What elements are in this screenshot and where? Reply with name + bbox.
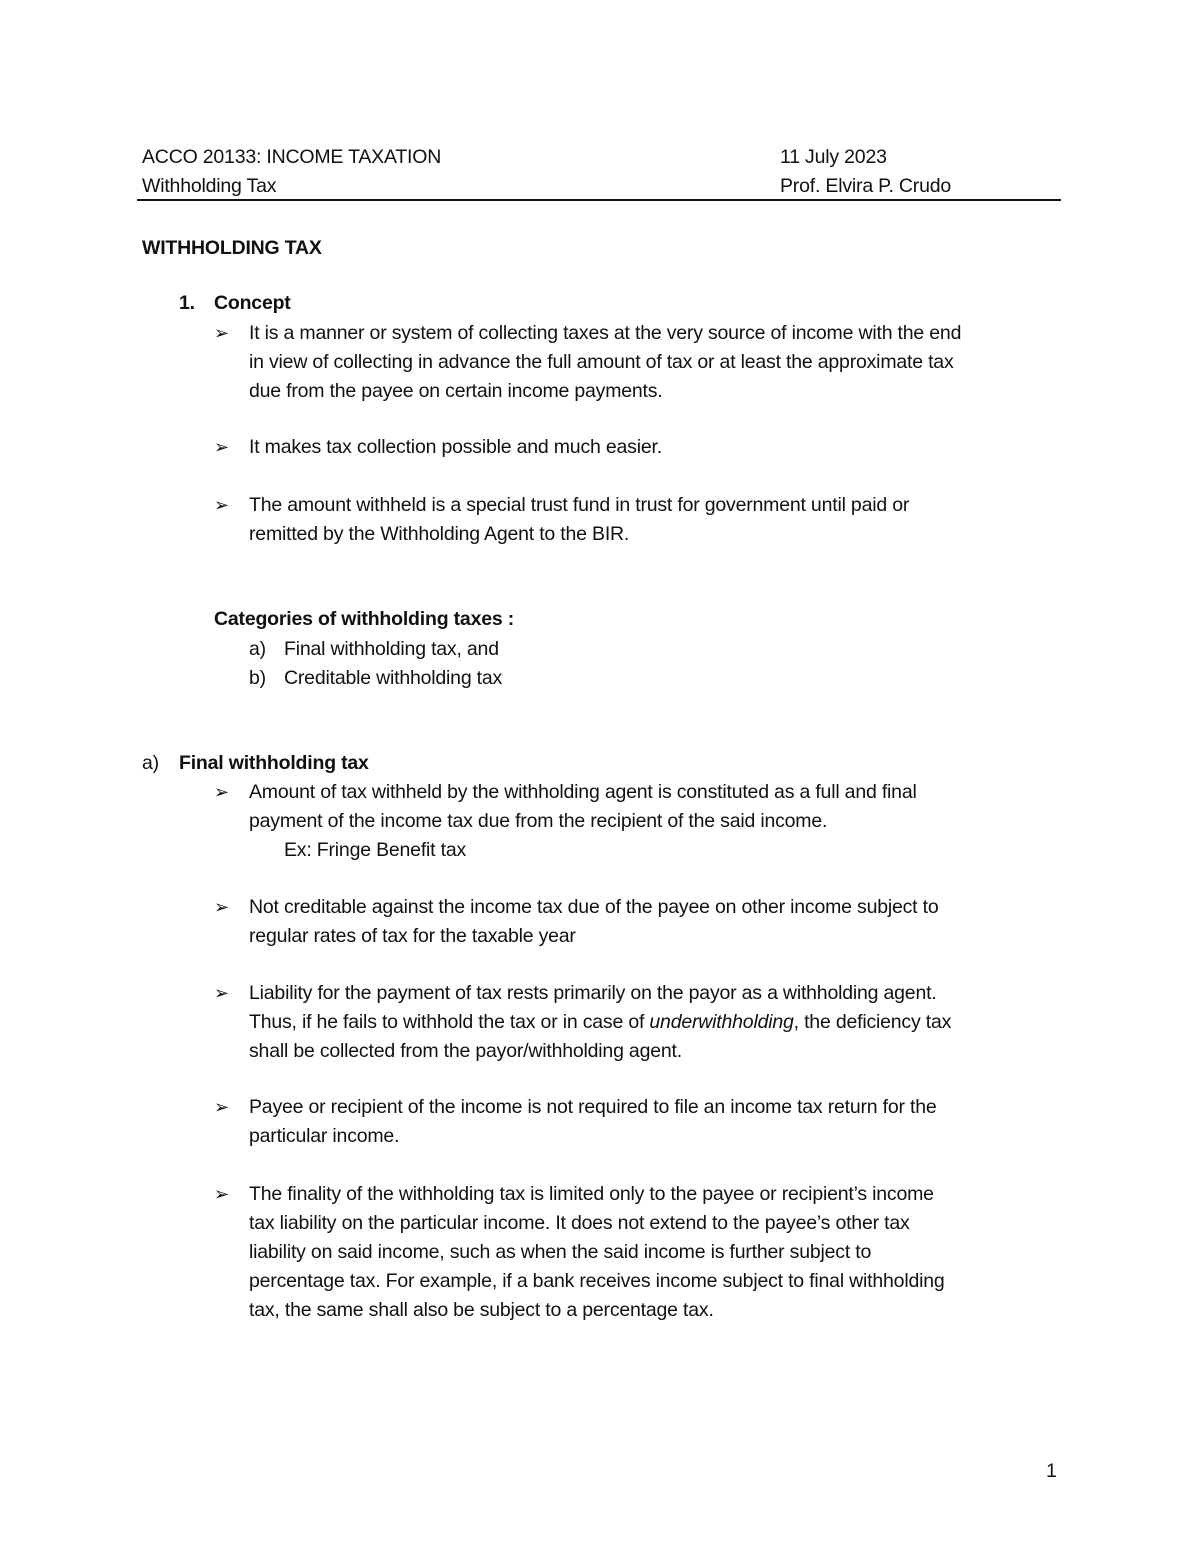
topic-title: Withholding Tax (142, 175, 277, 197)
bullet-arrow-icon: ➢ (214, 897, 229, 918)
category-b-label: Creditable withholding tax (284, 667, 503, 689)
final-bullet-5-line-1: The finality of the withholding tax is limited only to the payee or recipient’s income (249, 1183, 934, 1205)
page-number: 1 (1046, 1460, 1057, 1482)
underwithholding-term: underwithholding (649, 1011, 794, 1033)
final-bullet-5-line-2: tax liability on the particular income. It does not extend to the payee’s other tax (249, 1212, 910, 1234)
final-bullet-3-line-2 (249, 1013, 951, 1033)
final-bullet-3-line-2-end: , the deficiency tax (793, 1011, 952, 1033)
concept-number: 1. (179, 292, 195, 314)
concept-bullet-1-line-3: due from the payee on certain income payments. (249, 380, 663, 402)
final-section-marker: a) (142, 752, 159, 774)
bullet-arrow-icon: ➢ (214, 1097, 229, 1118)
category-b-marker: b) (249, 667, 266, 689)
header-date: 11 July 2023 (780, 146, 887, 168)
professor-name: Prof. Elvira P. Crudo (780, 175, 952, 197)
concept-heading: Concept (214, 292, 291, 314)
final-bullet-5-line-5: tax, the same shall also be subject to a percentage tax. (249, 1299, 714, 1321)
concept-bullet-1-line-2: in view of collecting in advance the full amount of tax or at least the approximate tax (249, 351, 954, 373)
bullet-arrow-icon: ➢ (214, 782, 229, 803)
document-title: WITHHOLDING TAX (142, 237, 322, 259)
final-bullet-1-line-2: payment of the income tax due from the recipient of the said income. (249, 810, 828, 832)
final-section-heading: Final withholding tax (179, 752, 369, 774)
category-a-marker: a) (249, 638, 266, 660)
final-bullet-3-line-3: shall be collected from the payor/withholding agent. (249, 1040, 682, 1062)
concept-bullet-2-line-1: It makes tax collection possible and much easier. (249, 436, 662, 458)
final-bullet-5-line-3: liability on said income, such as when the said income is further subject to (249, 1241, 872, 1263)
bullet-arrow-icon: ➢ (214, 1184, 229, 1205)
categories-heading: Categories of withholding taxes : (214, 608, 515, 630)
final-bullet-4-line-1: Payee or recipient of the income is not required to file an income tax return for the (249, 1096, 937, 1118)
final-bullet-1-example: Ex: Fringe Benefit tax (284, 839, 467, 861)
final-bullet-3-line-2-start: Thus, if he fails to withhold the tax or in case of (249, 1011, 650, 1033)
bullet-arrow-icon: ➢ (214, 437, 229, 458)
bullet-arrow-icon: ➢ (214, 495, 229, 516)
category-a-label: Final withholding tax, and (284, 638, 499, 660)
final-bullet-3-line-1: Liability for the payment of tax rests primarily on the payor as a withholding agent. (249, 982, 937, 1004)
final-bullet-4-line-2: particular income. (249, 1125, 400, 1147)
concept-bullet-3-line-2: remitted by the Withholding Agent to the BIR. (249, 523, 630, 545)
final-bullet-1-line-1: Amount of tax withheld by the withholding agent is constituted as a full and final (249, 781, 917, 803)
final-bullet-5-line-4: percentage tax. For example, if a bank receives income subject to final withholding (249, 1270, 945, 1292)
header-rule (137, 199, 1061, 201)
course-title: ACCO 20133: INCOME TAXATION (142, 146, 442, 168)
concept-bullet-3-line-1: The amount withheld is a special trust fund in trust for government until paid or (249, 494, 910, 516)
bullet-arrow-icon: ➢ (214, 323, 229, 344)
final-bullet-2-line-2: regular rates of tax for the taxable year (249, 925, 576, 947)
concept-bullet-1-line-1: It is a manner or system of collecting taxes at the very source of income with the end (249, 322, 962, 344)
final-bullet-2-line-1: Not creditable against the income tax due of the payee on other income subject to (249, 896, 939, 918)
bullet-arrow-icon: ➢ (214, 983, 229, 1004)
